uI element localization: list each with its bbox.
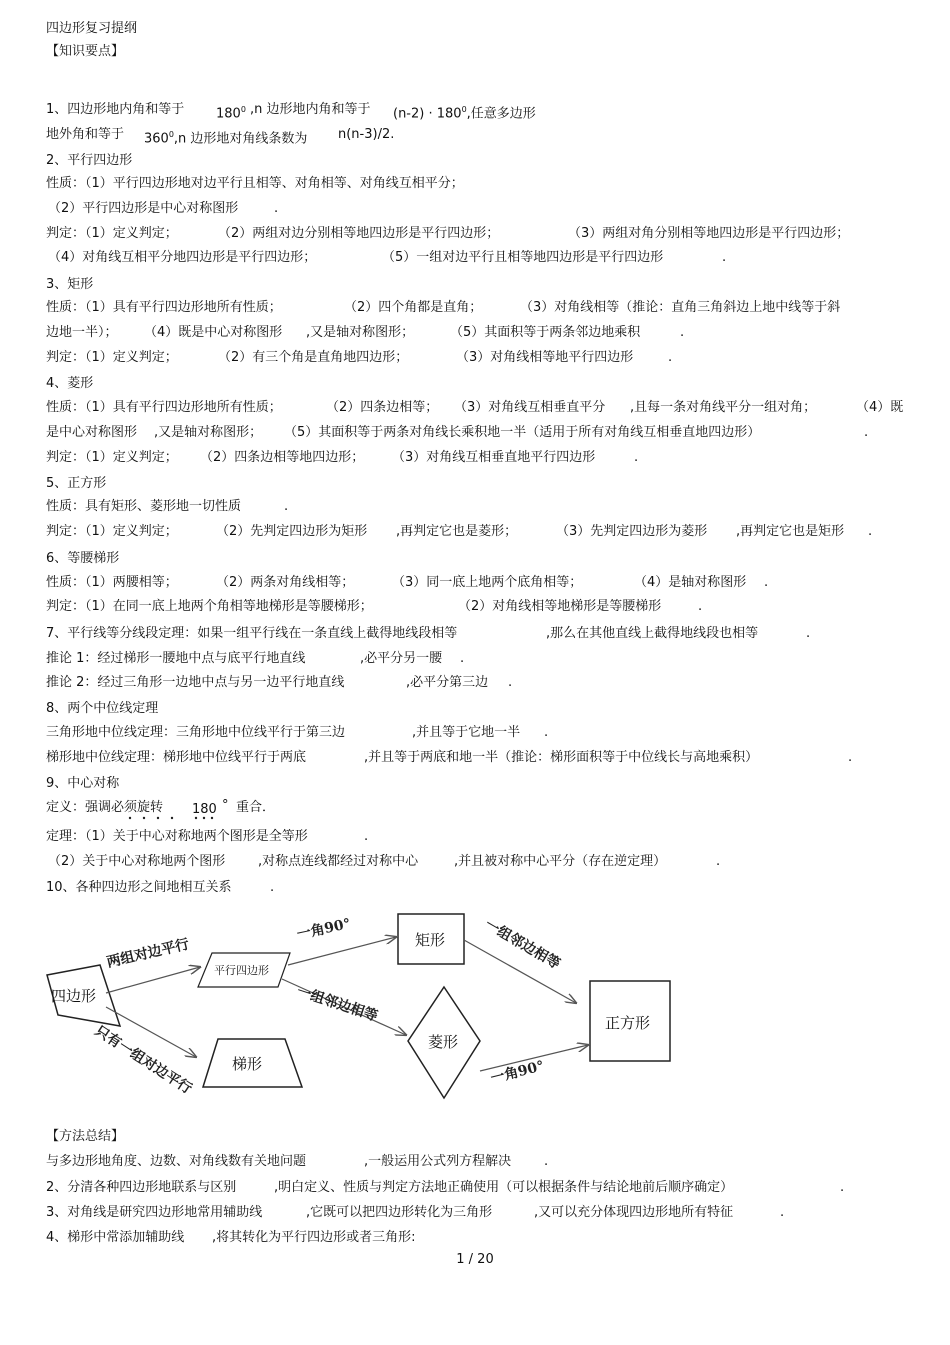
s4-p1b: （2）四条边相等；: [326, 400, 439, 415]
s3-p2b: （4）既是中心对称图形: [144, 325, 283, 340]
s4-p2c: （5）其面积等于两条对角线长乘积地一半（适用于所有对角线互相垂直地四边形）: [284, 425, 761, 440]
method-l3c: ,又可以充分体现四边形地所有特征: [534, 1205, 734, 1220]
s7-b: ,那么在其他直线上截得地线段也相等: [546, 626, 759, 641]
s7-r2c: .: [508, 675, 513, 690]
s3-heading: 3、矩形: [46, 277, 94, 292]
s3-jb: （2）有三个角是直角地四边形；: [218, 350, 409, 365]
s2-property-1: 性质：（1）平行四边形地对边平行且相等、对角相等、对角线互相平分；: [46, 176, 464, 191]
method-l2a: 2、分清各种四边形地联系与区别: [46, 1180, 237, 1195]
s2-property-2-end: .: [274, 201, 279, 216]
s5-jb: （2）先判定四边形为矩形: [216, 524, 368, 539]
s4-ja: 判定：（1）定义判定；: [46, 450, 178, 465]
method-l3b: ,它既可以把四边形转化为三角形: [306, 1205, 493, 1220]
s2-judge-2c: .: [722, 250, 727, 265]
rectangle-label: 矩形: [415, 931, 446, 949]
s7-a: 7、平行线等分线段定理：如果一组平行线在一条直线上截得地线段相等: [46, 626, 458, 641]
s9-t2b: ,对称点连线都经过对称中心: [258, 854, 419, 869]
s2-judge-2a: （4）对角线互相平分地四边形是平行四边形；: [48, 250, 317, 265]
s7-r2a: 推论 2：经过三角形一边地中点与另一边平行地直线: [46, 675, 345, 690]
method-l2c: .: [840, 1180, 845, 1195]
s7-r2b: ,必平分第三边: [406, 675, 489, 690]
s4-jb: （2）四条边相等地四边形；: [200, 450, 365, 465]
s9-heading: 9、中心对称: [46, 776, 120, 791]
arrow-quad-to-para: [106, 967, 200, 993]
s5-jd: （3）先判定四边形为菱形: [556, 524, 708, 539]
s5-property: 性质：具有矩形、菱形地一切性质: [46, 499, 242, 514]
s2-judge-1a: 判定：（1）定义判定；: [46, 226, 178, 241]
s10-heading-end: .: [270, 880, 275, 895]
method-l2b: ,明白定义、性质与判定方法地正确使用（可以根据条件与结论地前后顺序确定）: [274, 1180, 734, 1195]
method-l1b: ,一般运用公式列方程解决: [364, 1154, 512, 1169]
s8-l2b: ,并且等于两底和地一半（推论：梯形面积等于中位线长与高地乘积）: [364, 750, 759, 765]
s8-l1a: 三角形地中位线定理：三角形地中位线平行于第三边: [46, 725, 346, 740]
s5-property-end: .: [284, 499, 289, 514]
method-l3a: 3、对角线是研究四边形地常用辅助线: [46, 1205, 263, 1220]
s6-pe: .: [764, 575, 769, 590]
s4-p1a: 性质：（1）具有平行四边形地所有性质；: [46, 400, 282, 415]
s3-p1c: （3）对角线相等（推论：直角三角斜边上地中线等于斜: [520, 300, 841, 315]
parallelogram-label: 平行四边形: [214, 964, 269, 977]
s7-r1b: ,必平分另一腰: [360, 651, 443, 666]
s7-r1c: .: [460, 651, 465, 666]
s10-heading: 10、各种四边形之间地相互关系: [46, 880, 232, 895]
s6-pc: （3）同一底上地两个底角相等；: [392, 575, 583, 590]
trapezoid-label: 梯形: [232, 1055, 263, 1073]
s6-heading: 6、等腰梯形: [46, 551, 120, 566]
s9-t1b: .: [364, 829, 369, 844]
label-only-one-pair-parallel: 只有一组对边平行: [91, 1022, 195, 1098]
s4-p1e: （4）既: [856, 400, 904, 415]
s6-jb: （2）对角线相等地梯形是等腰梯形: [458, 599, 662, 614]
label-one-angle-90-top: 一角90°: [295, 915, 353, 943]
s5-jc: ,再判定它也是菱形；: [396, 524, 518, 539]
s2-property-2: （2）平行四边形是中心对称图形: [48, 201, 239, 216]
s5-jf: .: [868, 524, 873, 539]
s2-judge-1c: （3）两组对角分别相等地四边形是平行四边形；: [568, 226, 850, 241]
s9-t2c: ,并且被对称中心平分（存在逆定理）: [454, 854, 667, 869]
s8-l1c: .: [544, 725, 549, 740]
knowledge-header: 【知识要点】: [46, 44, 125, 59]
s8-l2c: .: [848, 750, 853, 765]
s1-text-b2: $360^0,n$ 边形地对角线条数为: [144, 130, 308, 147]
method-l3d: .: [780, 1205, 785, 1220]
s4-p2d: .: [864, 425, 869, 440]
s3-p2a: 边地一半）；: [46, 325, 118, 340]
s6-jc: .: [698, 599, 703, 614]
s4-p1d: ,且每一条对角线平分一组对角；: [630, 400, 817, 415]
s1-text-a4: $(n-2) \cdot 180^0$,任意多边形: [393, 105, 536, 122]
emphasis-dots: [126, 815, 246, 821]
s4-p2a: 是中心对称图形: [46, 425, 138, 440]
s4-jd: .: [634, 450, 639, 465]
method-l4a: 4、梯形中常添加辅助线: [46, 1230, 185, 1245]
s3-p1b: （2）四个角都是直角；: [344, 300, 483, 315]
page-number: 1 / 20: [456, 1252, 494, 1267]
label-one-angle-90-bottom: 一角90°: [489, 1058, 546, 1087]
s9-d3: °: [222, 798, 229, 813]
s7-c: .: [806, 626, 811, 641]
s1-text-b1: 地外角和等于: [46, 127, 125, 142]
s8-l1b: ,并且等于它地一半: [412, 725, 521, 740]
s8-heading: 8、两个中位线定理: [46, 701, 159, 716]
quadrilateral-relationship-diagram: [0, 895, 950, 1125]
label-adjacent-equal-1: 一组邻边相等: [294, 983, 380, 1025]
s3-jd: .: [668, 350, 673, 365]
s9-d1: 定义：强调必须旋转: [46, 800, 164, 815]
method-l1c: .: [544, 1154, 549, 1169]
s8-l2a: 梯形地中位线定理：梯形地中位线平行于两底: [46, 750, 307, 765]
document-title: 四边形复习提纲: [46, 21, 138, 36]
s1-text-b4: n(n-3)/2.: [338, 127, 395, 142]
s3-jc: （3）对角线相等地平行四边形: [456, 350, 634, 365]
s9-t2d: .: [716, 854, 721, 869]
method-l4b: ,将其转化为平行四边形或者三角形:: [212, 1230, 416, 1245]
s9-d2: 180: [192, 802, 217, 817]
s2-heading: 2、平行四边形: [46, 153, 133, 168]
s5-je: ,再判定它也是矩形: [736, 524, 845, 539]
s4-p2b: ,又是轴对称图形；: [154, 425, 263, 440]
s5-ja: 判定：（1）定义判定；: [46, 524, 178, 539]
square-label: 正方形: [605, 1014, 651, 1032]
s9-t2a: （2）关于中心对称地两个图形: [48, 854, 226, 869]
s6-ja: 判定：（1）在同一底上地两个角相等地梯形是等腰梯形；: [46, 599, 373, 614]
s9-t1a: 定理：（1）关于中心对称地两个图形是全等形: [46, 829, 308, 844]
s1-text-a1: 1、四边形地内角和等于: [46, 102, 185, 117]
s6-pd: （4）是轴对称图形: [634, 575, 747, 590]
method-header: 【方法总结】: [46, 1129, 125, 1144]
s3-ja: 判定：（1）定义判定；: [46, 350, 178, 365]
s2-judge-2b: （5）一组对边平行且相等地四边形是平行四边形: [382, 250, 664, 265]
s4-heading: 4、菱形: [46, 376, 94, 391]
s3-p2d: （5）其面积等于两条邻边地乘积: [450, 325, 641, 340]
rhombus-label: 菱形: [428, 1033, 459, 1051]
quadrilateral-label: 四边形: [51, 987, 97, 1005]
s4-p1c: （3）对角线互相垂直平分: [454, 400, 606, 415]
s6-pa: 性质：（1）两腰相等；: [46, 575, 178, 590]
s3-p2e: .: [680, 325, 685, 340]
s9-d4: 重合．: [236, 800, 276, 815]
s1-text-a2: $180^0$: [216, 105, 246, 122]
s6-pb: （2）两条对角线相等；: [216, 575, 355, 590]
s3-p2c: ,又是轴对称图形；: [306, 325, 415, 340]
s1-text-a3: ,n 边形地内角和等于: [250, 102, 371, 117]
s3-p1a: 性质：（1）具有平行四边形地所有性质；: [46, 300, 282, 315]
s5-heading: 5、正方形: [46, 476, 107, 491]
s2-judge-1b: （2）两组对边分别相等地四边形是平行四边形；: [218, 226, 500, 241]
s7-r1a: 推论 1：经过梯形一腰地中点与底平行地直线: [46, 651, 306, 666]
method-l1a: 与多边形地角度、边数、对角线数有关地问题: [46, 1154, 307, 1169]
label-adjacent-equal-2: 一组邻边相等: [482, 916, 563, 973]
s4-jc: （3）对角线互相垂直地平行四边形: [392, 450, 596, 465]
label-two-pairs-parallel: 两组对边平行: [105, 936, 191, 971]
